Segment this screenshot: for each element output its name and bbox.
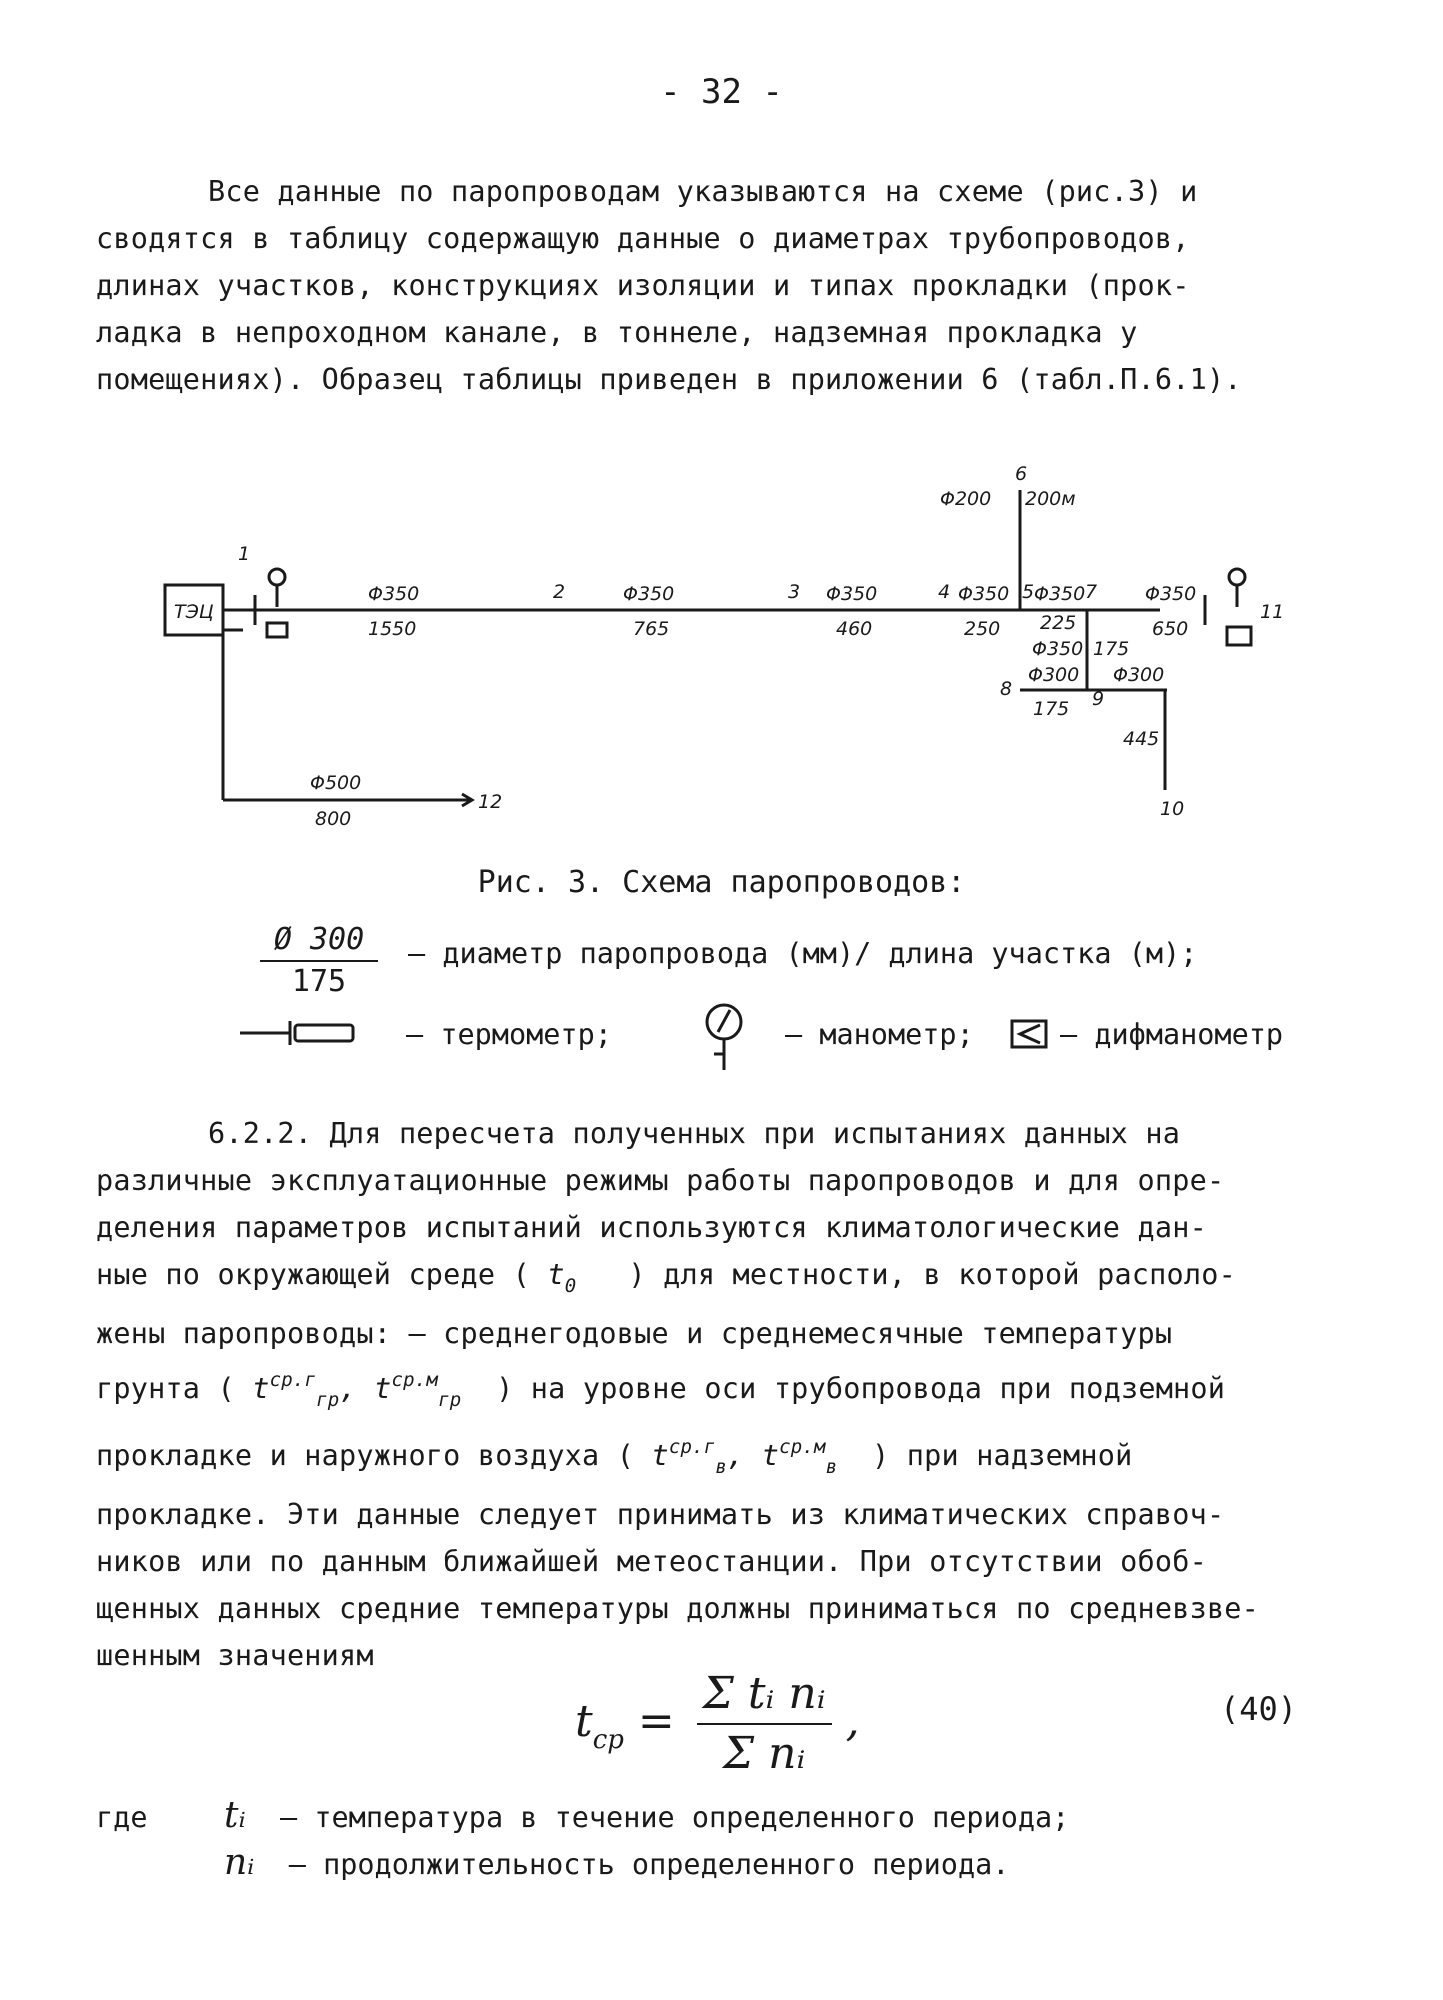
formula-lhs: $t_{ср}$	[575, 1695, 624, 1755]
legend-fraction	[260, 920, 378, 1002]
segment-length: 650	[1152, 618, 1189, 640]
thermometer-icon	[240, 1018, 360, 1048]
node-label: 7	[1085, 581, 1098, 603]
where-row-n	[96, 1842, 1069, 1883]
segment-length: 250	[964, 618, 1001, 640]
segment-diameter: Φ350	[826, 583, 878, 605]
where-t-symbol: tᵢ	[224, 1795, 246, 1836]
difmanometer-icon	[1010, 1019, 1050, 1049]
node-label: 9	[1092, 688, 1105, 710]
section-line: ников или по данным ближайшей метеостанции. При отсутствии обоб-	[96, 1545, 1207, 1578]
section-line: ные по окружающей среде ( $t_0$ ) для местности, в которой располо-	[96, 1258, 1236, 1297]
section-line: различные эксплуатационные режимы работы паропроводов и для опре-	[96, 1164, 1225, 1197]
segment-diameter: Φ350	[623, 583, 675, 605]
legend-fraction-text: – диаметр паропровода (мм)/ длина участка (м);	[408, 937, 1198, 970]
segment-diameter: Φ350	[1032, 638, 1084, 660]
intro-line: длинах участков, конструкциях изоляции и типах прокладки (прок-	[96, 269, 1190, 302]
segment-diameter: Φ350	[958, 583, 1010, 605]
node-label: 3	[788, 581, 801, 603]
section-line: деления параметров испытаний используются климатологические дан-	[96, 1211, 1207, 1244]
formula-fraction	[697, 1665, 832, 1783]
segment-length: 800	[315, 808, 352, 830]
legend-manometer-text: – манометр;	[785, 1018, 974, 1051]
segment-length: 225	[1040, 612, 1077, 634]
node-label: 11	[1260, 601, 1285, 623]
where-t-text: – температура в течение определенного периода;	[280, 1801, 1070, 1834]
formula-40: $t_{ср}$ = $\frac{\text{Σ tᵢ nᵢ}}{\text{Σ nᵢ}}$ ,	[575, 1665, 860, 1783]
t0-symbol: $t_0$	[547, 1258, 577, 1297]
intro-paragraph	[96, 168, 1346, 403]
segment-diameter: Φ200	[940, 488, 992, 510]
segment-diameter: Φ300	[1113, 664, 1165, 686]
page-number: - 32 -	[660, 72, 783, 112]
formula-denominator: Σ nᵢ	[723, 1728, 806, 1779]
intro-line: помещениях). Образец таблицы приведен в приложении 6 (табл.П.6.1).	[96, 363, 1242, 396]
node-label: 5	[1022, 581, 1035, 603]
legend-thermometer-text: – термометр;	[406, 1018, 612, 1051]
intro-line: сводятся в таблицу содержащую данные о диаметрах трубопроводов,	[96, 222, 1190, 255]
legend-fraction-numerator: Ø 300	[260, 920, 378, 962]
node-label: 12	[478, 791, 503, 813]
segment-length: 175	[1093, 638, 1130, 660]
where-label: где	[96, 1801, 148, 1834]
manometer-icon	[702, 1002, 746, 1072]
t-ground-symbol: $t^{ср.г}_{гр}$, $t^{ср.м}_{гр}$	[252, 1369, 462, 1411]
segment-diameter: Φ350	[1145, 583, 1197, 605]
node-label: 6	[1015, 463, 1028, 485]
segment-length: 460	[836, 618, 873, 640]
where-n-symbol: nᵢ	[224, 1842, 255, 1883]
node-label: 1	[238, 543, 251, 565]
t-air-symbol: $t^{ср.г}_в$, $t^{ср.м}_в$	[651, 1436, 838, 1478]
segment-length: 200м	[1025, 488, 1076, 510]
pipeline-scheme-diagram	[160, 455, 1320, 845]
legend-fraction-denominator: 175	[291, 964, 347, 999]
section-line: прокладке. Эти данные следует принимать из климатических справоч-	[96, 1498, 1225, 1531]
section-line: 6.2.2. Для пересчета полученных при испытаниях данных на	[208, 1117, 1181, 1150]
section-line: грунта ( $t^{ср.г}_{гр}$, $t^{ср.м}_{гр}$ ) на уровне оси трубопровода при подземной	[96, 1369, 1226, 1411]
section-line: щенных данных средние температуры должны приниматься по средневзве-	[96, 1592, 1260, 1625]
where-n-text: – продолжительность определенного периода.	[288, 1848, 1010, 1881]
node-label: 10	[1160, 798, 1185, 820]
segment-length: 445	[1123, 728, 1160, 750]
section-line: прокладке и наружного воздуха ( $t^{ср.г}_в$, $t^{ср.м}_в$ ) при надземной	[96, 1436, 1133, 1478]
segment-diameter: Φ350	[1034, 583, 1086, 605]
intro-line: Все данные по паропроводам указываются на схеме (рис.3) и	[208, 175, 1198, 208]
section-line: жены паропроводы: – среднегодовые и среднемесячные температуры	[96, 1317, 1173, 1350]
node-label: 4	[938, 581, 951, 603]
intro-line: ладка в непроходном канале, в тоннеле, надземная прокладка у	[96, 316, 1138, 349]
where-row-t	[96, 1795, 1069, 1836]
where-block	[96, 1795, 1069, 1883]
legend-difmanometer-text: – дифманометр	[1060, 1018, 1284, 1051]
figure-caption: Рис. 3. Схема паропроводов:	[477, 865, 966, 900]
node-label: 8	[1000, 678, 1013, 700]
segment-length: 1550	[368, 618, 417, 640]
segment-length: 765	[633, 618, 670, 640]
segment-diameter: Φ500	[310, 772, 362, 794]
segment-diameter: Φ300	[1028, 664, 1080, 686]
section-paragraph	[96, 1110, 1346, 1679]
segment-length: 175	[1033, 698, 1070, 720]
segment-diameter: Φ350	[368, 583, 420, 605]
formula-numerator: Σ tᵢ nᵢ	[697, 1665, 832, 1725]
section-line: шенным значениям	[96, 1639, 374, 1672]
equation-number: (40)	[1220, 1690, 1298, 1728]
node-label: 2	[553, 581, 566, 603]
source-label: ТЭЦ	[174, 601, 214, 623]
